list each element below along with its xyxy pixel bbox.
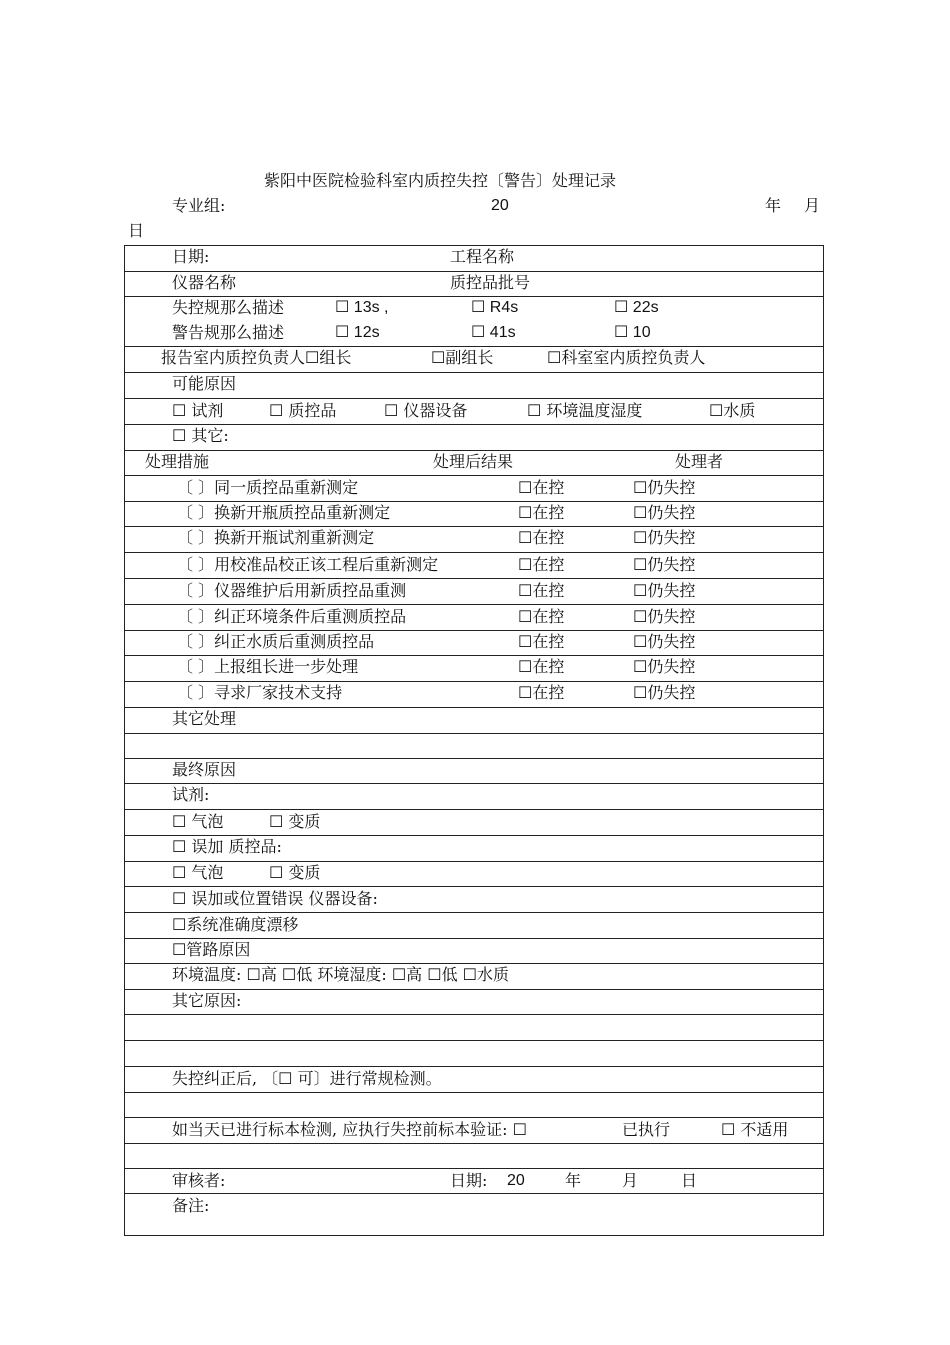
possible-cause-label: 可能原因 xyxy=(172,374,237,393)
row-review xyxy=(125,1168,823,1194)
row-instrument xyxy=(125,271,823,297)
not-applicable-checkbox[interactable]: ☐ 不适用 xyxy=(721,1120,789,1139)
in-control-checkbox[interactable]: ☐在控 xyxy=(518,478,565,497)
row-pipeline xyxy=(125,938,823,964)
row-blank[interactable] xyxy=(125,1014,823,1041)
day-label: 日 xyxy=(128,221,145,240)
row-remarks xyxy=(125,1193,823,1235)
measure-row xyxy=(125,501,823,527)
handler-header: 处理者 xyxy=(675,452,724,471)
row-same-day xyxy=(125,1117,823,1144)
review-date-label: 日期: xyxy=(450,1171,488,1190)
in-control-checkbox[interactable]: ☐在控 xyxy=(518,607,565,626)
cause-qc-material-checkbox[interactable]: ☐ 质控品 xyxy=(269,401,337,420)
measure-text[interactable]: 〔 〕寻求厂家技术支持 xyxy=(177,683,343,702)
review-day: 日 xyxy=(681,1171,698,1190)
cause-reagent-checkbox[interactable]: ☐ 试剂 xyxy=(172,401,224,420)
row-possible-cause xyxy=(125,372,823,399)
measure-text[interactable]: 〔 〕上报组长进一步处理 xyxy=(177,657,359,676)
other-handling-label: 其它处理 xyxy=(172,709,237,728)
system-drift-checkbox[interactable]: ☐系统准确度漂移 xyxy=(172,915,299,934)
row-other xyxy=(125,424,823,451)
report-qc-officer-checkbox[interactable]: ☐科室室内质控负责人 xyxy=(547,348,706,367)
rule-22s-checkbox[interactable]: ☐ 22s xyxy=(614,299,659,316)
rule-41s-checkbox[interactable]: ☐ 41s xyxy=(471,324,516,341)
rule-r4s-checkbox[interactable]: ☐ R4s xyxy=(471,299,519,316)
still-out-checkbox[interactable]: ☐仍失控 xyxy=(633,555,696,574)
executed-label: 已执行 xyxy=(622,1120,671,1139)
row-other-cause xyxy=(125,989,823,1015)
report-deputy-checkbox[interactable]: ☐副组长 xyxy=(431,348,494,367)
row-report xyxy=(125,346,823,373)
same-day-text[interactable]: 如当天已进行标本检测, 应执行失控前标本验证: ☐ xyxy=(172,1120,527,1139)
row-measures-header xyxy=(125,450,823,476)
environment-line[interactable]: 环境温度: ☐高 ☐低 环境湿度: ☐高 ☐低 ☐水质 xyxy=(172,965,510,984)
row-system-drift xyxy=(125,912,823,939)
reagent-deteriorated-checkbox[interactable]: ☐ 变质 xyxy=(269,812,321,831)
date-label: 日期: xyxy=(172,247,210,266)
month-label: 月 xyxy=(804,196,821,215)
measure-row xyxy=(125,578,823,605)
still-out-checkbox[interactable]: ☐仍失控 xyxy=(633,478,696,497)
after-correction-text[interactable]: 失控纠正后, 〔☐ 可〕进行常规检测。 xyxy=(172,1069,442,1088)
in-control-checkbox[interactable]: ☐在控 xyxy=(518,555,565,574)
instrument-label: 仪器名称 xyxy=(172,273,237,292)
measure-row xyxy=(125,630,823,656)
misadd-position-checkbox[interactable]: ☐ 误加或位置错误 仪器设备: xyxy=(172,889,378,908)
measure-text[interactable]: 〔 〕仪器维护后用新质控品重测 xyxy=(177,581,407,600)
qc-deteriorated-checkbox[interactable]: ☐ 变质 xyxy=(269,863,321,882)
misadd-qc-checkbox[interactable]: ☐ 误加 质控品: xyxy=(172,837,282,856)
still-out-checkbox[interactable]: ☐仍失控 xyxy=(633,528,696,547)
measure-text[interactable]: 〔 〕同一质控品重新测定 xyxy=(177,478,359,497)
reagent-bubble-checkbox[interactable]: ☐ 气泡 xyxy=(172,812,224,831)
review-month: 月 xyxy=(622,1171,639,1190)
measure-text[interactable]: 〔 〕换新开瓶试剂重新测定 xyxy=(177,528,375,547)
still-out-checkbox[interactable]: ☐仍失控 xyxy=(633,607,696,626)
rule-10-checkbox[interactable]: ☐ 10 xyxy=(614,324,651,341)
in-control-checkbox[interactable]: ☐在控 xyxy=(518,683,565,702)
reviewer-label: 审核者: xyxy=(172,1171,226,1190)
measure-row xyxy=(125,604,823,631)
rule-12s-checkbox[interactable]: ☐ 12s xyxy=(335,324,380,341)
row-misadd-qc xyxy=(125,835,823,862)
measure-text[interactable]: 〔 〕换新开瓶质控品重新测定 xyxy=(177,503,391,522)
review-year: 年 xyxy=(565,1171,582,1190)
other-checkbox[interactable]: ☐ 其它: xyxy=(172,426,229,445)
measure-row xyxy=(125,475,823,502)
reagent-label: 试剂: xyxy=(172,785,210,804)
warning-rule-label: 警告规那么描述 xyxy=(172,323,285,342)
row-reagent xyxy=(125,783,823,810)
row-outofcontrol-rules xyxy=(125,296,823,321)
in-control-checkbox[interactable]: ☐在控 xyxy=(518,503,565,522)
page-title: 紫阳中医院检验科室内质控失控〔警告〕处理记录 xyxy=(264,171,617,190)
row-blank[interactable] xyxy=(125,1143,823,1169)
row-after-correction xyxy=(125,1066,823,1093)
measure-text[interactable]: 〔 〕纠正环境条件后重测质控品 xyxy=(177,607,407,626)
pipeline-checkbox[interactable]: ☐管路原因 xyxy=(172,940,251,959)
final-cause-label: 最终原因 xyxy=(172,760,237,779)
group-label: 专业组: xyxy=(172,196,226,215)
in-control-checkbox[interactable]: ☐在控 xyxy=(518,657,565,676)
still-out-checkbox[interactable]: ☐仍失控 xyxy=(633,503,696,522)
row-qc-options xyxy=(125,861,823,887)
in-control-checkbox[interactable]: ☐在控 xyxy=(518,528,565,547)
row-other-handling xyxy=(125,707,823,734)
cause-environment-checkbox[interactable]: ☐ 环境温度湿度 xyxy=(527,401,643,420)
still-out-checkbox[interactable]: ☐仍失控 xyxy=(633,632,696,651)
measure-row xyxy=(125,552,823,579)
row-misadd-instrument xyxy=(125,886,823,913)
measure-text[interactable]: 〔 〕纠正水质后重测质控品 xyxy=(177,632,375,651)
qc-bubble-checkbox[interactable]: ☐ 气泡 xyxy=(172,863,224,882)
qc-record-form xyxy=(124,245,824,1236)
report-text[interactable]: 报告室内质控负责人☐组长 xyxy=(161,348,352,367)
measure-row xyxy=(125,681,823,708)
row-date xyxy=(125,246,823,272)
measures-header: 处理措施 xyxy=(145,452,210,471)
row-environment xyxy=(125,963,823,990)
result-header: 处理后结果 xyxy=(433,452,514,471)
qc-lot-label: 质控品批号 xyxy=(450,273,531,292)
still-out-checkbox[interactable]: ☐仍失控 xyxy=(633,683,696,702)
still-out-checkbox[interactable]: ☐仍失控 xyxy=(633,581,696,600)
row-possible-cause-options xyxy=(125,398,823,425)
year-prefix: 20 xyxy=(491,197,509,214)
other-cause-label: 其它原因: xyxy=(172,991,242,1010)
row-reagent-options xyxy=(125,809,823,836)
row-blank[interactable] xyxy=(125,733,823,759)
row-blank[interactable] xyxy=(125,1040,823,1067)
measure-text[interactable]: 〔 〕用校准品校正该工程后重新测定 xyxy=(177,555,439,574)
cause-instrument-checkbox[interactable]: ☐ 仪器设备 xyxy=(384,401,468,420)
review-year-prefix: 20 xyxy=(507,1172,525,1189)
still-out-checkbox[interactable]: ☐仍失控 xyxy=(633,657,696,676)
year-label: 年 xyxy=(765,196,782,215)
outofcontrol-rule-label: 失控规那么描述 xyxy=(172,298,285,317)
project-label: 工程名称 xyxy=(450,247,515,266)
in-control-checkbox[interactable]: ☐在控 xyxy=(518,581,565,600)
measure-row xyxy=(125,655,823,682)
rule-13s-checkbox[interactable]: ☐ 13s , xyxy=(335,299,389,316)
row-blank[interactable] xyxy=(125,1092,823,1118)
row-warning-rules xyxy=(125,321,823,347)
remarks-label: 备注: xyxy=(172,1196,210,1215)
in-control-checkbox[interactable]: ☐在控 xyxy=(518,632,565,651)
cause-water-checkbox[interactable]: ☐水质 xyxy=(709,401,756,420)
row-final-cause xyxy=(125,758,823,784)
measure-row xyxy=(125,526,823,553)
